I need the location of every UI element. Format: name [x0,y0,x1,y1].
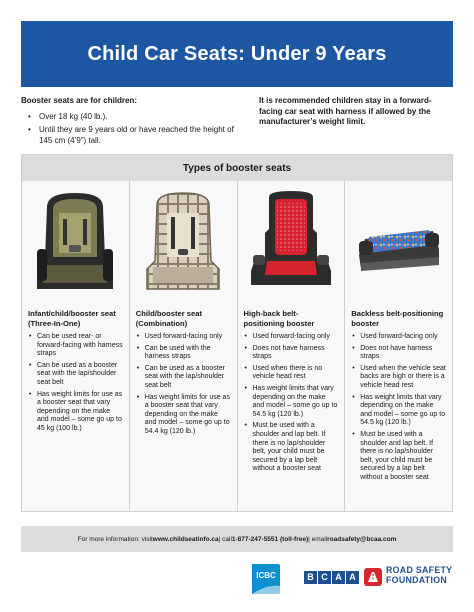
website-link[interactable]: www.childseatinfo.ca [152,535,219,543]
seat-type-bullets [28,333,123,434]
backless-booster-image [351,187,446,299]
high-back-booster-image [244,187,339,299]
seat-type-bullet: • Has weight limits that vary depending on the make and model – some go up to 54.5 kg (120 lb.) [351,394,446,428]
seat-type-three-in-one [22,181,130,511]
sponsor-logos [0,562,474,602]
bcaa-letter: A [346,571,359,584]
seat-type-backless [345,181,452,511]
phone-number[interactable]: 1-877-247-5551 (toll-free) [231,535,309,543]
seat-type-bullet: • Does not have harness straps [351,345,446,362]
booster-types-panel [21,154,453,512]
rsf-line2: FOUNDATION [386,575,447,585]
seat-type-title: Child/booster seat (Combination) [135,309,202,328]
contact-bar [21,526,453,552]
contact-separator: | email [308,535,328,543]
seat-type-bullet: • Can be used rear- or forward-facing with harness straps [28,333,123,359]
combination-seat-image [136,187,231,299]
types-heading: Types of booster seats [22,155,452,181]
seat-type-title: High-back belt-positioning booster [243,309,315,328]
seat-type-bullets [136,333,231,437]
contact-separator: | call [218,535,232,543]
criteria-lead: Booster seats are for children: [21,96,138,105]
seat-type-bullet: • Must be used with a shoulder and lap belt. If there is no lap/shoulder belt, your child must be secured by a lap belt without a booster seat [351,431,446,483]
seat-type-bullet: • Does not have harness straps [244,345,339,362]
email-link[interactable]: roadsafety@bcaa.com [327,535,397,543]
svg-text:ICBC: ICBC [256,571,276,580]
seat-type-bullet: • Has weight limits for use as a booster seat that vary depending on the make and model – some go up to 45 kg (100 lb.) [28,391,123,434]
bcaa-letter: C [318,571,331,584]
seat-type-bullet: • Can be used with the harness straps [136,345,231,362]
seat-type-bullet: • Used when the vehicle seat backs are high or there is a vehicle head rest [351,365,446,391]
seat-type-title: Backless belt-positioning booster [351,309,444,328]
title-banner [21,21,453,87]
criteria-item: • Over 18 kg (40 lb.). [21,112,241,123]
seat-type-bullet: • Used forward-facing only [244,333,339,342]
seat-type-bullet: • Has weight limits that vary depending on the make and model – some go up to 54.5 kg (120 lb.) [244,385,339,419]
seat-type-bullets [351,333,446,483]
bcaa-letter: B [304,571,317,584]
recommendation-text: It is recommended children stay in a forward-facing car seat with harness if allowed by the manufacturer’s weight limit. [259,96,432,126]
seat-type-bullet: • Used forward-facing only [351,333,446,342]
seat-type-bullet: • Used when there is no vehicle head rest [244,365,339,382]
three-in-one-seat-image [28,187,123,299]
road-safety-foundation-name [386,565,452,585]
seat-type-bullet: • Can be used as a booster seat with the lap/shoulder seat belt [136,365,231,391]
booster-criteria [21,96,241,149]
seat-type-bullet: • Used forward-facing only [136,333,231,342]
rsf-line1: ROAD SAFETY [386,565,453,575]
icbc-logo [248,562,282,596]
seat-type-bullet: • Has weight limits for use as a booster seat that vary depending on the make and model – some go up to 54.4 kg (120 lb.) [136,394,231,437]
bcaa-letter: A [332,571,345,584]
criteria-list [21,112,241,147]
seat-type-combination [130,181,238,511]
seat-type-bullets [244,333,339,474]
page-title: Child Car Seats: Under 9 Years [87,42,387,65]
contact-prefix: For more information: visit [77,535,153,543]
seat-type-bullet: • Can be used as a booster seat with the lap/shoulder seat belt [28,362,123,388]
seat-type-high-back [238,181,346,511]
road-safety-emblem-icon [363,567,383,587]
criteria-item: • Until they are 9 years old or have reached the height of 145 cm (4’9”) tall. [21,125,241,146]
seat-type-bullet: • Must be used with a shoulder and lap belt. If there is no lap/shoulder belt, your child must be secured by a lap belt without a booster seat [244,422,339,474]
seat-type-title: Infant/child/booster seat (Three-In-One) [28,309,116,328]
bcaa-logo [304,571,360,584]
